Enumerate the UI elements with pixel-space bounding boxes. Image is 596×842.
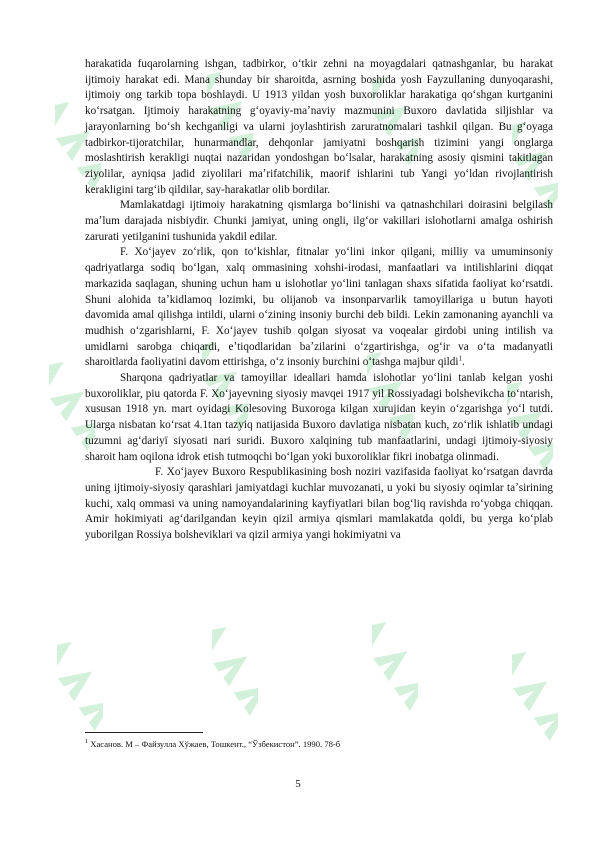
paragraph-2: Mamlakatdagi ijtimoiy harakatning qismlarga boʻlinishi va qatnashchilari doirasini belgilash maʼlum darajada nisbiydir. Chunki jamiyat, uning ongli, ilgʻor vakillari islohotlarni amalga oshirish zarurati yetilganini tushunida yakdil edilar.	[85, 199, 553, 243]
paragraph-3-text: F. Xoʻjayev zoʻrlik, qon toʻkishlar, fitnalar yoʻlini inkor qilgani, milliy va umuminsoniy qadriyatlarga sodiq boʻlgan, xalq ommasining xohshi-irodasi, manfaatlari va intilishlarini diqqat markazida saqlagan, shuning uchun ham u islohotlar yoʻlini tanlagan shaxs sifatida faoliyat koʻrsatdi. Shuni alohida taʼkidlamoq lozimki, bu olijanob va insonparvarlik tamoyillariga u butun hayoti davomida amal qilishga intildi, ularni oʻzining insoniy burchi deb bildi. Lekin zamonaning ayanchli va mudhish oʻzgarishlarni, F. Xoʻjayev tushib qolgan siyosat va voqealar girdobi uning intilish va umidlarni sarobga chiqardi, eʼtiqodlaridan baʼzilarini oʻzgartirishga, ogʻir va oʻta madanyatli sharoitlarda faoliyatini davom ettirishga, oʻz insoniy burchini oʻtashga majbur qildi	[85, 246, 553, 369]
paragraph-3	[85, 245, 553, 371]
paragraph-5: F. Xoʻjayev Buxoro Respublikasining bosh noziri vazifasida faoliyat koʻrsatgan davrda uning ijtimoiy-siyosiy qarashlari jamiyatdagi kuchlar muvozanati, u yoki bu siyosiy oqimlar taʼsirining kuchi, xalq ommasi va uning namoyandalarining kayfiyatlari bilan bogʻliq ravishda roʻyobga chiqqan. Amir hokimiyati agʻdarilgandan keyin qizil armiya qismlari mamlakatda qoldi, bu yerga koʻplab yuborilgan Rossiya bolsheviklari va qizil armiya yangi hokimiyatni va	[85, 466, 553, 542]
footnote-text: Хасанов. М – Файзулла Хўжаев, Тошкент., “Ўзбекистон”. 1990. 78-б	[90, 739, 341, 749]
footnote	[85, 739, 553, 750]
paragraph-1: harakatida fuqarolarning ishgan, tadbirkor, oʻtkir zehni na moyagdalari qatnashganlar, bu harakat ijtimoiy harakat edi. Mana shunday bir sharoitda, asrning boshida yosh Fayzullaning dunyoqarashi, ijtimoiy ong tarkib topa boshlaydi. U 1913 yildan yosh buxoroliklar harakatiga qoʻshgan kurtganini koʻrsatgan. Ijtimoiy harakatning gʻoyaviy-maʼnaviy mazmunini Buxoro davlatida siljishlar va jarayonlarning boʻsh kechganligi va ularni joylashtirish zaruratnomalari tashkil qilgan. Bu gʻoyaga tadbirkor-tijoratchilar, hunarmandlar, dehqonlar jamiyatni boshqarish tizimini yangi onglarga moslashtirish kerakligi nuqtai nazaridan yondoshgan boʻlsalar, harakatning asosiy qismini takitlagan ziyolilar, ayniqsa jadid ziyolilari maʼrifatchilik, maorif ishlarini tub Yangi yoʻldan rivojlantirish kerakligini targʻib qildilar, say-harakatlar olib bordilar.	[85, 58, 553, 196]
chevron-watermark-icon	[372, 600, 418, 720]
footnote-divider	[85, 732, 203, 733]
paragraph-3-tail: .	[461, 356, 465, 369]
chevron-watermark-icon	[57, 620, 103, 740]
page-body	[85, 57, 553, 544]
page-number: 5	[295, 778, 301, 790]
chevron-watermark-icon	[512, 630, 558, 750]
chevron-watermark-icon	[212, 605, 258, 725]
paragraph-4: Sharqona qadriyatlar va tamoyillar ideallari hamda islohotlar yoʻlini tanlab kelgan yoshi buxoroliklar, piu qatorda F. Xoʻjayevning siyosiy mavqei 1917 yil Rossiyadagi bolshevikcha toʻntarish, xususan 1918 yn. mart oyidagi Kolesoving Buxoroga kilgan xurujidan keyin oʻzgarishga yoʻl tutdi. Ularga nisbatan koʻrsat 4.1tan tazyiq natijasida Buxoro davlatiga nisbatan kuch, zoʻrlik ishlatib undagi tuzumni agʻdariyï siyosati nari suridi. Buxoro xalqining tub manfaatlarini, undagi ijtimoiy-siyosiy sharoit ham oqilona idrok etish tutmoqchi boʻlgan yoki buxoroliklar fikri inobatga olinmadi.	[85, 372, 553, 463]
footnote-mark: 1	[85, 738, 89, 746]
footnote-reference[interactable]: 1	[458, 354, 462, 363]
